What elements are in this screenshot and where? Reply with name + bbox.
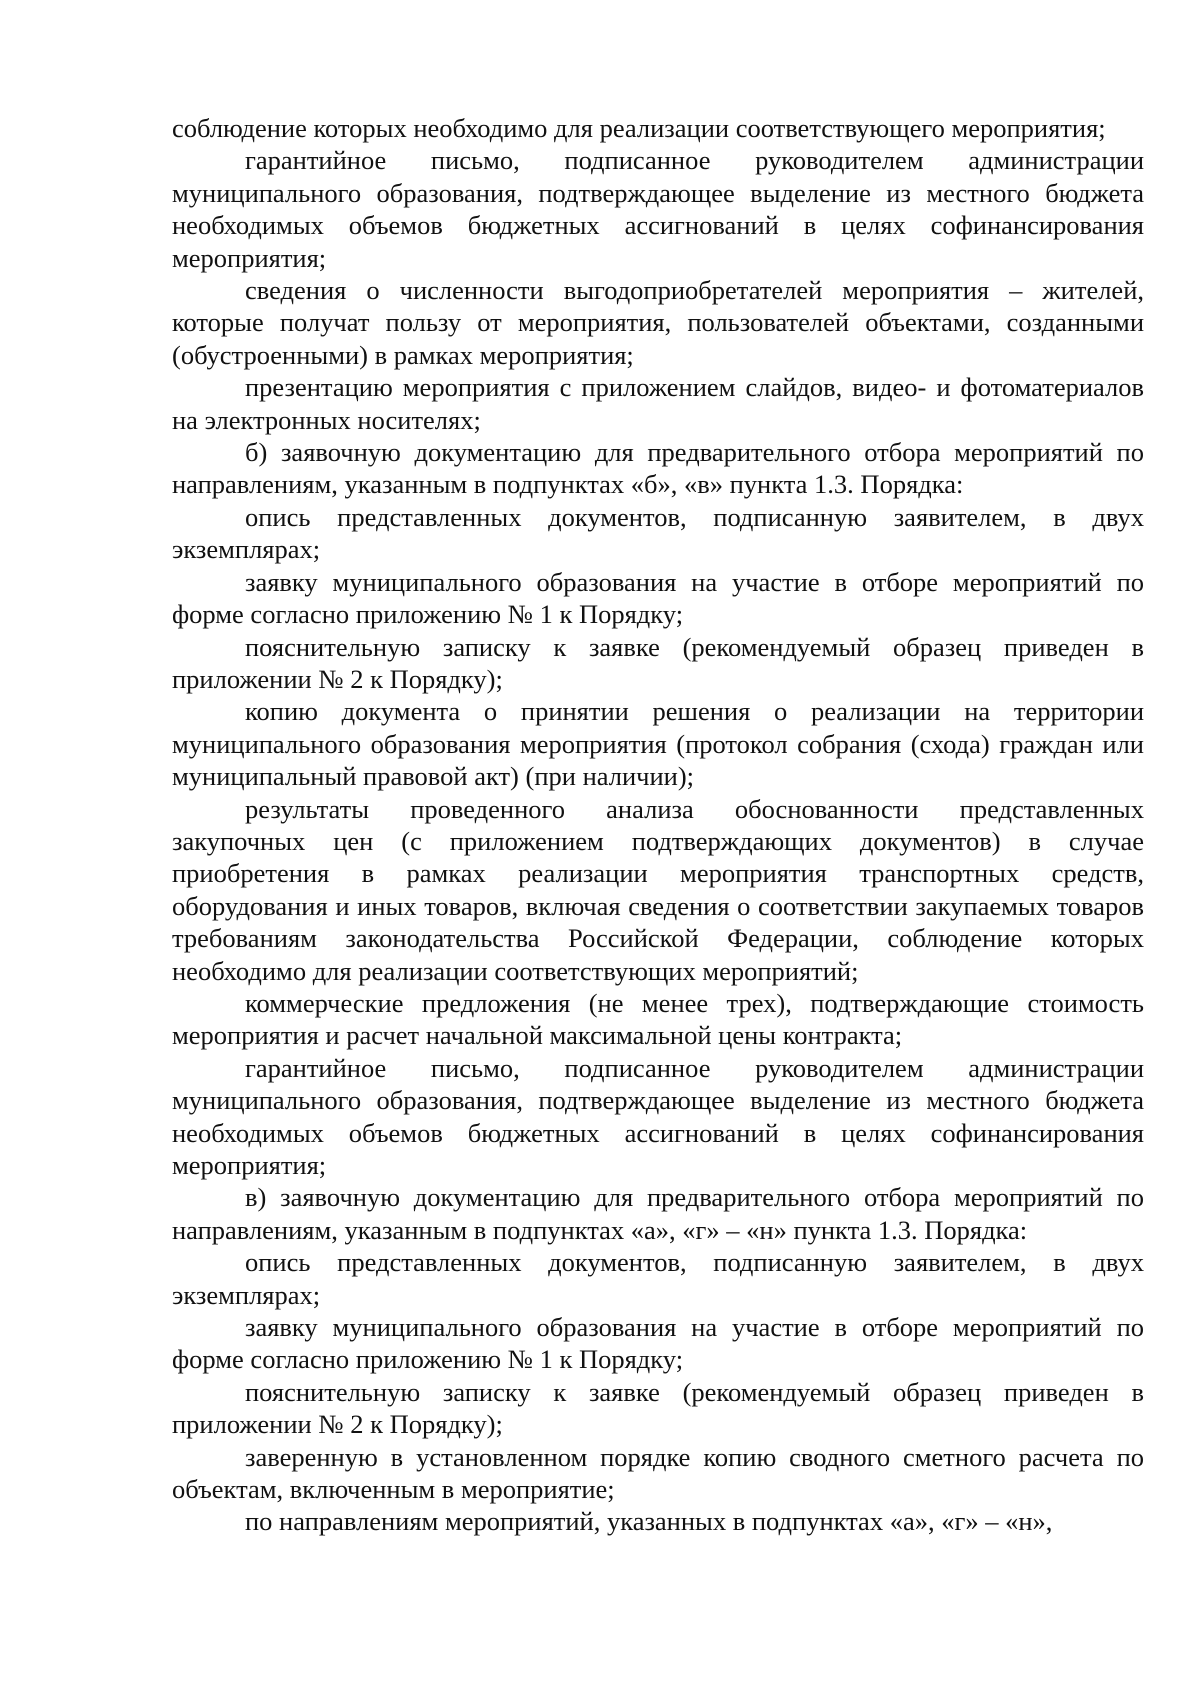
paragraph-presentation: презентацию мероприятия с приложением слайдов, видео- и фотоматериалов на электронных носителях; [172,372,1144,435]
paragraph-explanatory-note-2: пояснительную записку к заявке (рекомендуемый образец приведен в приложении № 2 к Порядку); [172,1376,1144,1440]
paragraph-application-2: заявку муниципального образования на участие в отборе мероприятий по форме согласно приложению № 1 к Порядку; [172,1312,1144,1375]
paragraph-guarantee-letter-2: гарантийное письмо, подписанное руководителем администрации муниципального образования, подтверждающее выделение из местного бюджета необходимых объемов бюджетных ассигнований в целях софинансирования мероприятия; [172,1052,1144,1180]
paragraph-explanatory-note: пояснительную записку к заявке (рекомендуемый образец приведен в приложении № 2 к Порядку); [172,631,1144,694]
paragraph-continuation: соблюдение которых необходимо для реализации соответствующего мероприятия; [172,113,1106,143]
paragraph-inventory: опись представленных документов, подписанную заявителем, в двух экземплярах; [172,501,1144,565]
paragraph-guarantee-letter: гарантийное письмо, подписанное руководителем администрации муниципального образования, подтверждающее выделение из местного бюджета необходимых объемов бюджетных ассигнований в целях софинансирования мероприятия; [172,145,1144,273]
paragraph-commercial-offers: коммерческие предложения (не менее трех), подтверждающие стоимость мероприятия и расчет начальной максимальной цены контракта; [172,987,1144,1051]
paragraph-beneficiaries: сведения о численности выгодоприобретателей мероприятия – жителей, которые получат пользу от мероприятия, пользователей объектами, созданными (обустроенными) в рамках мероприятия; [172,275,1144,370]
document-page [172,112,1144,1538]
paragraph-application: заявку муниципального образования на участие в отборе мероприятий по форме согласно приложению № 1 к Порядку; [172,566,1144,630]
paragraph-section-v: в) заявочную документацию для предварительного отбора мероприятий по направлениям, указанным в подпунктах «а», «г» – «н» пункта 1.3. Порядка: [172,1182,1144,1245]
paragraph-estimate-copy: заверенную в установленном порядке копию сводного сметного расчета по объектам, включенным в мероприятие; [172,1441,1144,1505]
paragraph-decision-copy: копию документа о принятии решения о реализации на территории муниципального образования мероприятия (протокол собрания (схода) граждан или муниципальный правовой акт) (при наличии); [172,696,1144,792]
paragraph-directions: по направлениям мероприятий, указанных в подпунктах «а», «г» – «н», [245,1506,1053,1537]
paragraph-section-b: б) заявочную документацию для предварительного отбора мероприятий по направлениям, указанным в подпунктах «б», «в» пункта 1.3. Порядка: [172,437,1144,500]
paragraph-inventory-2: опись представленных документов, подписанную заявителем, в двух экземплярах; [172,1247,1144,1310]
paragraph-price-analysis: результаты проведенного анализа обоснованности представленных закупочных цен (с приложением подтверждающих документов) в случае приобретения в рамках реализации мероприятия транспортных средств, оборудования и иных товаров, включая сведения о соответствии закупаемых товаров требованиям законодательства Российской Федерации, соблюдение которых необходимо для реализации соответствующих мероприятий; [172,793,1144,986]
